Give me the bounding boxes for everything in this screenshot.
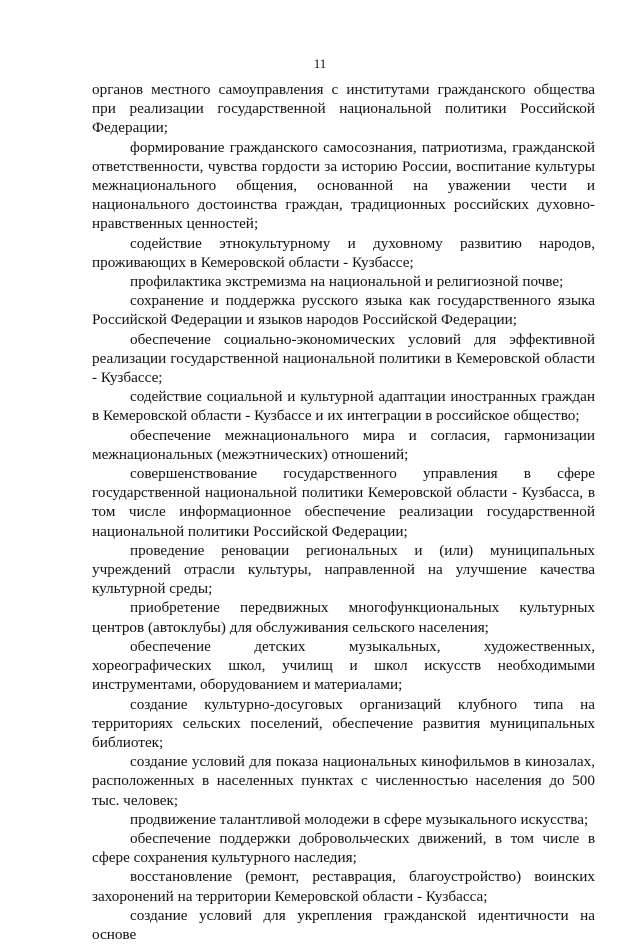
paragraph: содействие этнокультурному и духовному развитию народов, проживающих в Кемеровской области - Кузбассе; [92,234,595,271]
paragraph: приобретение передвижных многофункциональных культурных центров (автоклубы) для обслуживания сельского населения; [92,599,595,636]
paragraph: создание условий для показа национальных кинофильмов в кинозалах, расположенных в населенных пунктах с численностью населения до 500 тыс. человек; [92,753,595,809]
paragraph-cut: создание условий для укрепления гражданской идентичности на основе [92,906,595,943]
paragraph: создание культурно-досуговых организаций клубного типа на территориях сельских поселений, обеспечение развития муниципальных библиотек; [92,695,595,751]
page-number: 11 [313,56,327,71]
paragraph: совершенствование государственного управления в сфере государственной национальной политики Кемеровской области - Кузбасса, в том числе информационное обеспечение реализации государственной национальной политики Российской Федерации; [92,465,595,540]
paragraph: сохранение и поддержка русского языка как государственного языка Российской Федерации и языков народов Российской Федерации; [92,292,595,329]
paragraph: обеспечение детских музыкальных, художественных, хореографических школ, училищ и школ искусств необходимыми инструментами, оборудованием и материалами; [92,637,595,694]
paragraph: обеспечение межнационального мира и согласия, гармонизации межнациональных (межэтнических) отношений; [92,426,595,463]
paragraph-continuation: органов местного самоуправления с институтами гражданского общества при реализации государственной национальной политики Российской Федерации; [92,81,595,137]
paragraph: продвижение талантливой молодежи в сфере музыкального искусства; [130,810,589,828]
paragraph: проведение реновации региональных и (или) муниципальных учреждений отрасли культуры, направленной на улучшение качества культурной среды; [92,541,595,598]
paragraph: обеспечение поддержки добровольческих движений, в том числе в сфере сохранения культурного наследия; [92,829,595,867]
body-text [92,80,595,944]
paragraph: восстановление (ремонт, реставрация, благоустройство) воинских захоронений на территории Кемеровской области - Кузбасса; [92,868,595,905]
paragraph: формирование гражданского самосознания, патриотизма, гражданской ответственности, чувства гордости за историю России, воспитание культуры межнационального общения, основанной на уважении чести и национального достоинства граждан, традиционных российских духовно-нравственных ценностей; [92,138,595,233]
paragraph: содействие социальной и культурной адаптации иностранных граждан в Кемеровской области - Кузбассе и их интеграции в российское общество; [92,388,595,425]
paragraph: обеспечение социально-экономических условий для эффективной реализации государственной национальной политики в Кемеровской области - Кузбассе; [92,330,595,387]
paragraph: профилактика экстремизма на национальной и религиозной почве; [130,273,564,291]
